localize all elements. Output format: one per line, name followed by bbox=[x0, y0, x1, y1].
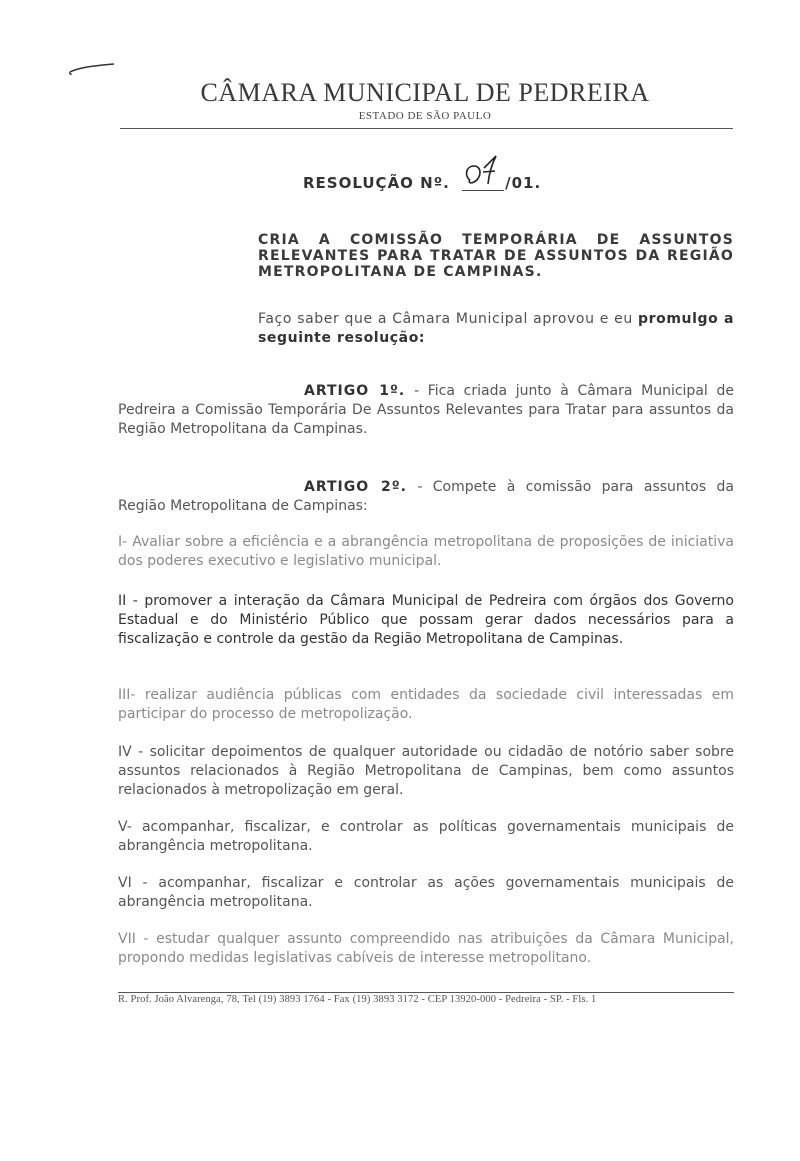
institution-title: CÂMARA MUNICIPAL DE PEDREIRA bbox=[200, 78, 650, 107]
article-1-text: - Fica criada junto à Câmara Municipal de Pedreira a Comissão Temporária De Assuntos Relevantes para Tratar para assuntos da Região Metropolitana da Campinas. bbox=[118, 383, 735, 437]
handwritten-number bbox=[462, 154, 506, 188]
article-1-label: ARTIGO 1º. bbox=[304, 383, 406, 399]
footer-divider bbox=[118, 992, 734, 993]
item-iii: III- realizar audiência públicas com entidades da sociedade civil interessadas em participar do processo de metropolização. bbox=[118, 687, 734, 722]
item-ii: II - promover a interação da Câmara Municipal de Pedreira com órgãos dos Governo Estadual e do Ministério Público que possam gerar dados necessários para a fiscalização e controle da gestão da Região Metropolitana de Campinas. bbox=[118, 593, 734, 647]
item-vi: VI - acompanhar, fiscalizar e controlar as ações governamentais municipais de abrangência metropolitana. bbox=[118, 875, 734, 910]
article-2-text: - Compete à comissão para assuntos da Região Metropolitana de Campinas: bbox=[118, 479, 734, 514]
footer-address: R. Prof. João Alvarenga, 78, Tel (19) 3893 1764 - Fax (19) 3893 3172 - CEP 13920-000 - Pedreira - SP. - Fls. 1 bbox=[118, 994, 597, 1005]
resolution-number-blank bbox=[462, 172, 504, 191]
resolution-ementa: CRIA A COMISSÃO TEMPORÁRIA DE ASSUNTOS RELEVANTES PARA TRATAR DE ASSUNTOS DA REGIÃO METROPOLITANA DE CAMPINAS. bbox=[258, 232, 734, 280]
item-iv: IV - solicitar depoimentos de qualquer autoridade ou cidadão de notório saber sobre assuntos relacionados à Região Metropolitana de Campinas, bem como assuntos relacionados à metropolização em geral. bbox=[118, 744, 734, 798]
article-1 bbox=[118, 382, 734, 439]
institution-subtitle: ESTADO DE SÃO PAULO bbox=[358, 110, 492, 122]
article-2-label: ARTIGO 2º. bbox=[304, 479, 407, 495]
resolution-prefix: RESOLUÇÃO Nº. bbox=[303, 174, 450, 192]
resolution-number-line bbox=[303, 172, 541, 192]
preamble-part2: promulgo a seguinte resolução: bbox=[258, 311, 734, 346]
preamble-part1: Faço saber que a Câmara Municipal aprovou e eu bbox=[258, 311, 633, 327]
header-divider bbox=[120, 128, 733, 129]
preamble bbox=[258, 310, 734, 348]
resolution-year: /01. bbox=[505, 174, 542, 192]
item-vii: VII - estudar qualquer assunto compreendido nas atribuições da Câmara Municipal, propondo medidas legislativas cabíveis de interesse metropolitano. bbox=[118, 931, 734, 966]
item-i: I- Avaliar sobre a eficiência e a abrangência metropolitana de proposições de iniciativa dos poderes executivo e legislativo municipal. bbox=[118, 534, 734, 569]
item-v: V- acompanhar, fiscalizar, e controlar as políticas governamentais municipais de abrangência metropolitana. bbox=[118, 819, 734, 854]
article-2 bbox=[118, 478, 734, 516]
pen-stroke-mark bbox=[66, 58, 118, 78]
